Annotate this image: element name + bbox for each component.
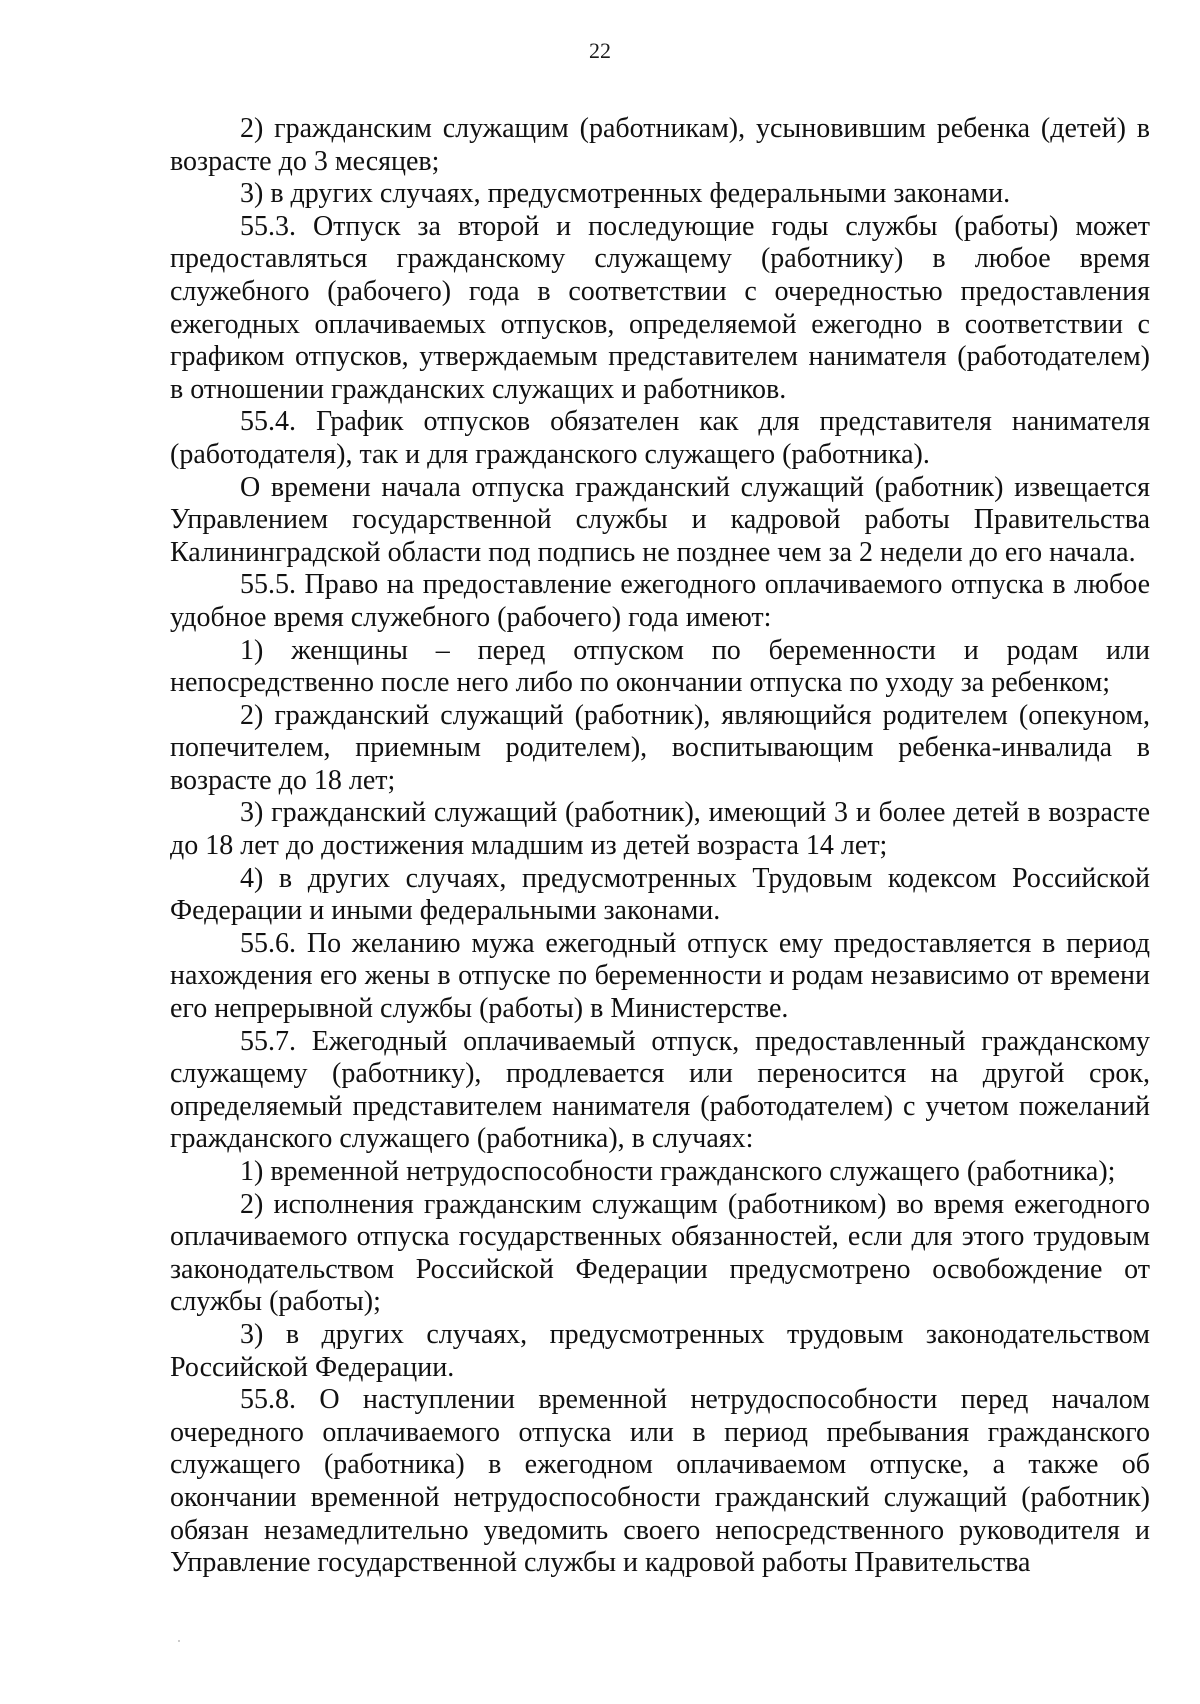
paragraph-55-7-item-1: 1) временной нетрудоспособности гражданского служащего (работника); [240,1156,1116,1187]
paragraph-55-5: 55.5. Право на предоставление ежегодного оплачиваемого отпуска в любое удобное время служебного (рабочего) года имеют: [170,569,1150,633]
page-number: 22 [589,38,611,63]
paragraph-55-5-item-4: 4) в других случаях, предусмотренных Трудовым кодексом Российской Федерации и иными федеральными законами. [170,862,1150,927]
paragraph-55-5-item-1: 1) женщины – перед отпуском по беременности и родам или непосредственно после него либо по окончании отпуска по уходу за ребенком; [170,634,1150,699]
paragraph-55-7-item-2: 2) исполнения гражданским служащим (работником) во время ежегодного оплачиваемого отпуска государственных обязанностей, если для этого трудовым законодательством Российской Федерации предусмотрено освобождение от службы (работы); [170,1188,1150,1318]
paragraph-55-3: 55.3. Отпуск за второй и последующие годы службы (работы) может предоставляться гражданскому служащему (работнику) в любое время служебного (рабочего) года в соответствии с очередностью предоставления ежегодных оплачиваемых отпусков, определяемой ежегодно в соответствии с графиком отпусков, утверждаемым представителем нанимателя (работодателем) в отношении гражданских служащих и работников. [170,210,1150,405]
paragraph-55-5-item-2: 2) гражданский служащий (работник), являющийся родителем (опекуном, попечителем, приемным родителем), воспитывающим ребенка-инвалида в возрасте до 18 лет; [170,699,1150,796]
paragraph-55-6: 55.6. По желанию мужа ежегодный отпуск ему предоставляется в период нахождения его жены в отпуске по беременности и родам независимо от времени его непрерывной службы (работы) в Министерстве. [170,927,1150,1025]
paragraph-55-8: 55.8. О наступлении временной нетрудоспособности перед началом очередного оплачиваемого отпуска или в период пребывания гражданского служащего (работника) в ежегодном оплачиваемом отпуске, а также об окончании временной нетрудоспособности гражданский служащий (работник) обязан незамедлительно уведомить своего непосредственного руководителя и Управление государственной службы и кадровой работы Правительства [170,1384,1150,1579]
paragraph-55-7-item-3: 3) в других случаях, предусмотренных трудовым законодательством Российской Федерации. [170,1318,1150,1383]
paragraph-55-5-item-3: 3) гражданский служащий (работник), имеющий 3 и более детей в возрасте до 18 лет до достижения младшим из детей возраста 14 лет; [170,797,1150,862]
document-body [170,113,1150,1580]
scan-artifact [178,1640,180,1642]
paragraph-vacation-notice: О времени начала отпуска гражданский служащий (работник) извещается Управлением государственной службы и кадровой работы Правительства Калининградской области под подпись не позднее чем за 2 недели до его начала. [170,471,1150,568]
paragraph-55-7: 55.7. Ежегодный оплачиваемый отпуск, предоставленный гражданскому служащему (работнику), продлевается или переносится на другой срок, определяемый представителем нанимателя (работодателем) с учетом пожеланий гражданского служащего (работника), в случаях: [170,1025,1150,1155]
paragraph-item-2: 2) гражданским служащим (работникам), усыновившим ребенка (детей) в возрасте до 3 месяцев; [170,113,1150,177]
paragraph-item-3: 3) в других случаях, предусмотренных федеральными законами. [240,178,1011,210]
paragraph-55-4: 55.4. График отпусков обязателен как для представителя нанимателя (работодателя), так и для гражданского служащего (работника). [170,406,1150,470]
